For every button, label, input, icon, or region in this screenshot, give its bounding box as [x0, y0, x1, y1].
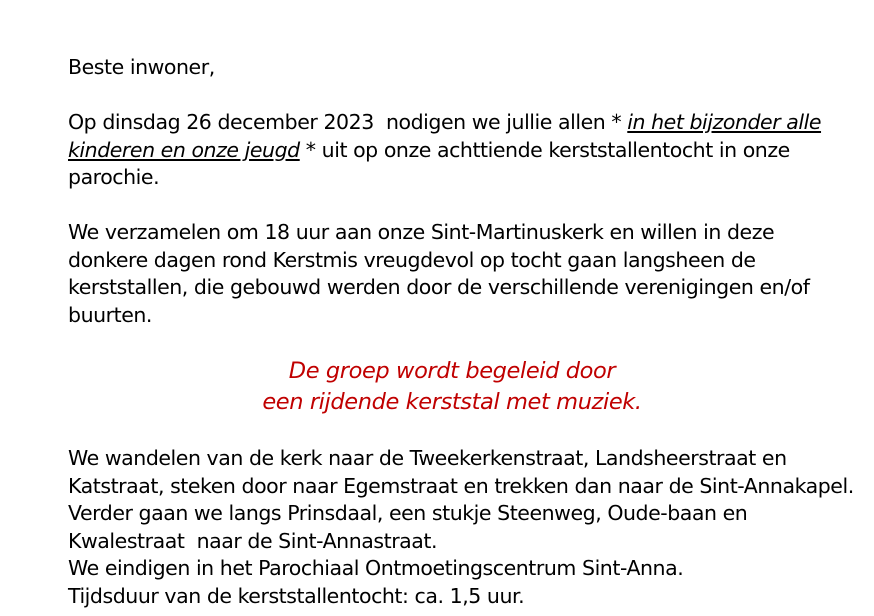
- invitation-text-start: Op dinsdag 26 december 2023 nodigen we jullie allen *: [68, 110, 628, 134]
- highlight-line-1: De groep wordt begeleid door: [288, 358, 616, 384]
- gathering-paragraph: We verzamelen om 18 uur aan onze Sint-Martinuskerk en willen in deze donkere dagen rond Kerstmis vreugdevol op tocht gaan langsheen de kerststallen, die gebouwd werden door de verschillende verenigingen en/of buurten.: [68, 220, 810, 327]
- invitation-paragraph: [68, 109, 858, 192]
- end-location: We eindigen in het Parochiaal Ontmoetingscentrum Sint-Anna.: [68, 556, 684, 580]
- greeting: Beste inwoner,: [68, 55, 215, 79]
- duration-info: Tijdsduur van de kerststallentocht: ca. 1,5 uur.: [68, 583, 525, 608]
- invitation-emphasis: in het bijzonder alle kinderen en onze jeugd: [68, 110, 822, 162]
- letter-body: [68, 54, 858, 610]
- highlight-notice: [46, 356, 858, 418]
- invitation-text-end: * uit op onze achttiende kerststallentocht in onze parochie.: [68, 137, 790, 189]
- highlight-line-2: een rijdende kerststal met muziek.: [262, 389, 642, 415]
- route-paragraph: We wandelen van de kerk naar de Tweekerkenstraat, Landsheerstraat en Katstraat, steken door naar Egemstraat en trekken dan naar de Sint-Annakapel. Verder gaan we langs Prinsdaal, een stukje Steenweg, Oude-baan en Kwalestraat naar de Sint-Annastraat.: [68, 446, 854, 553]
